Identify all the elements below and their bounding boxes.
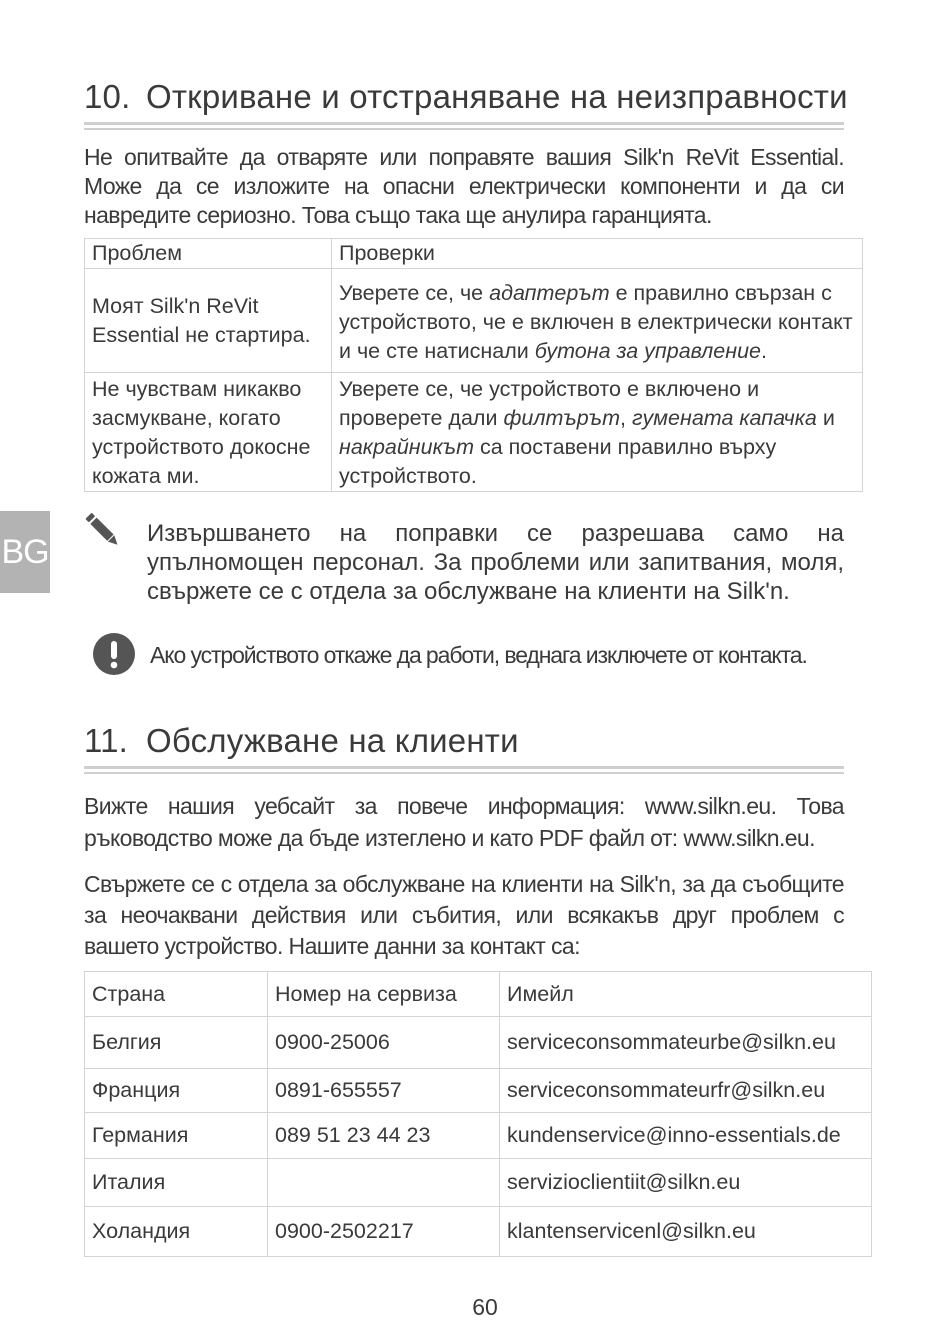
table-row (85, 269, 863, 373)
phone-cell: 0900-2502217 (268, 1207, 500, 1257)
check-text: е правилно свързан с устройството, че е включен в електрически контакт и че сте натиснали (339, 281, 853, 363)
header-checks: Проверки (332, 239, 863, 269)
table-row (85, 1207, 872, 1257)
country-cell: Франция (85, 1069, 268, 1113)
email-cell: kundenservice@inno-essentials.de (500, 1113, 872, 1159)
email-cell: servizioclientiit@silkn.eu (500, 1159, 872, 1207)
country-cell: Германия (85, 1113, 268, 1159)
section-10-rule-top (84, 122, 844, 125)
header-country: Страна (85, 972, 268, 1017)
phone-cell: 089 51 23 44 23 (268, 1113, 500, 1159)
section-11-title: Обслужване на клиенти (146, 722, 519, 759)
check-text: и (816, 406, 835, 430)
language-tab (0, 511, 50, 593)
check-text: Уверете се, че устройството е включено и проверете дали (339, 377, 760, 430)
phone-cell (268, 1159, 500, 1207)
header-phone: Номер на сервиза (268, 972, 500, 1017)
email-cell: serviceconsommateurfr@silkn.eu (500, 1069, 872, 1113)
table-row (85, 1113, 872, 1159)
section-10-number: 10. (84, 78, 131, 115)
header-problem: Проблем (85, 239, 332, 269)
check-text: Уверете се, че (339, 281, 490, 305)
table-row (85, 1159, 872, 1207)
table-row (85, 1069, 872, 1113)
warning-note: Ако устройството откаже да работи, веднага изключете от контакта. (150, 642, 807, 668)
section-11-number: 11. (84, 722, 129, 759)
language-tab-label: BG (1, 533, 49, 571)
country-cell: Белгия (85, 1017, 268, 1069)
check-emphasis: бутона за управление (534, 339, 762, 363)
check-text: , (620, 406, 632, 430)
table-row (85, 373, 863, 492)
section-10-intro: Не опитвайте да отваряте или поправяте вашия Silk'n ReVit Essential. Може да се изложите на опасни електрически компоненти и да си навредите сериозно. Това също така ще анулира гаранцията. (84, 144, 844, 228)
exclamation-icon (92, 632, 136, 676)
section-11-rule-bottom (84, 772, 844, 774)
section-10-rule-bottom (84, 128, 844, 130)
troubleshooting-table (84, 238, 863, 492)
country-cell: Холандия (85, 1207, 268, 1257)
check-emphasis: накрайникът (339, 435, 475, 459)
header-email: Имейл (500, 972, 872, 1017)
page-number: 60 (472, 1294, 498, 1320)
contacts-table (84, 971, 872, 1257)
checks-cell (332, 269, 863, 373)
check-text: са поставени правилно върху устройството. (339, 435, 777, 488)
table-header-row (85, 972, 872, 1017)
repair-note: Извършването на поправки се разрешава само на упълномощен персонал. За проблеми или запитвания, моля, свържете се с отдела за обслужване на клиенти на Silk'n. (147, 520, 844, 605)
phone-cell: 0900-25006 (268, 1017, 500, 1069)
table-row (85, 1017, 872, 1069)
problem-cell: Моят Silk'n ReVit Essential не стартира. (85, 269, 332, 373)
checks-cell (332, 373, 863, 492)
check-text: . (761, 339, 767, 363)
country-cell: Италия (85, 1159, 268, 1207)
email-cell: serviceconsommateurbe@silkn.eu (500, 1017, 872, 1069)
table-header-row (85, 239, 863, 269)
website-paragraph: Вижте нашия уебсайт за повече информация: www.silkn.eu. Това ръководство може да бъде изтеглено и като PDF файл от: www.silkn.eu. (84, 793, 844, 851)
check-emphasis: гумената капачка (631, 406, 817, 430)
section-11-rule-top (84, 766, 844, 769)
pencil-icon (82, 510, 124, 552)
check-emphasis: адаптерът (489, 281, 610, 305)
problem-cell: Не чувствам никакво засмукване, когато устройството докосне кожата ми. (85, 373, 332, 492)
email-cell: klantenservicenl@silkn.eu (500, 1207, 872, 1257)
phone-cell: 0891-655557 (268, 1069, 500, 1113)
section-10-heading (84, 78, 848, 116)
contact-paragraph: Свържете се с отдела за обслужване на клиенти на Silk'n, за да съобщите за неочаквани действия или събития, или всякакъв друг проблем с вашето устройство. Нашите данни за контакт са: (84, 871, 844, 959)
section-11-heading (84, 722, 519, 760)
check-emphasis: филтърът (503, 406, 620, 430)
section-10-title: Откриване и отстраняване на неизправности (146, 78, 848, 115)
